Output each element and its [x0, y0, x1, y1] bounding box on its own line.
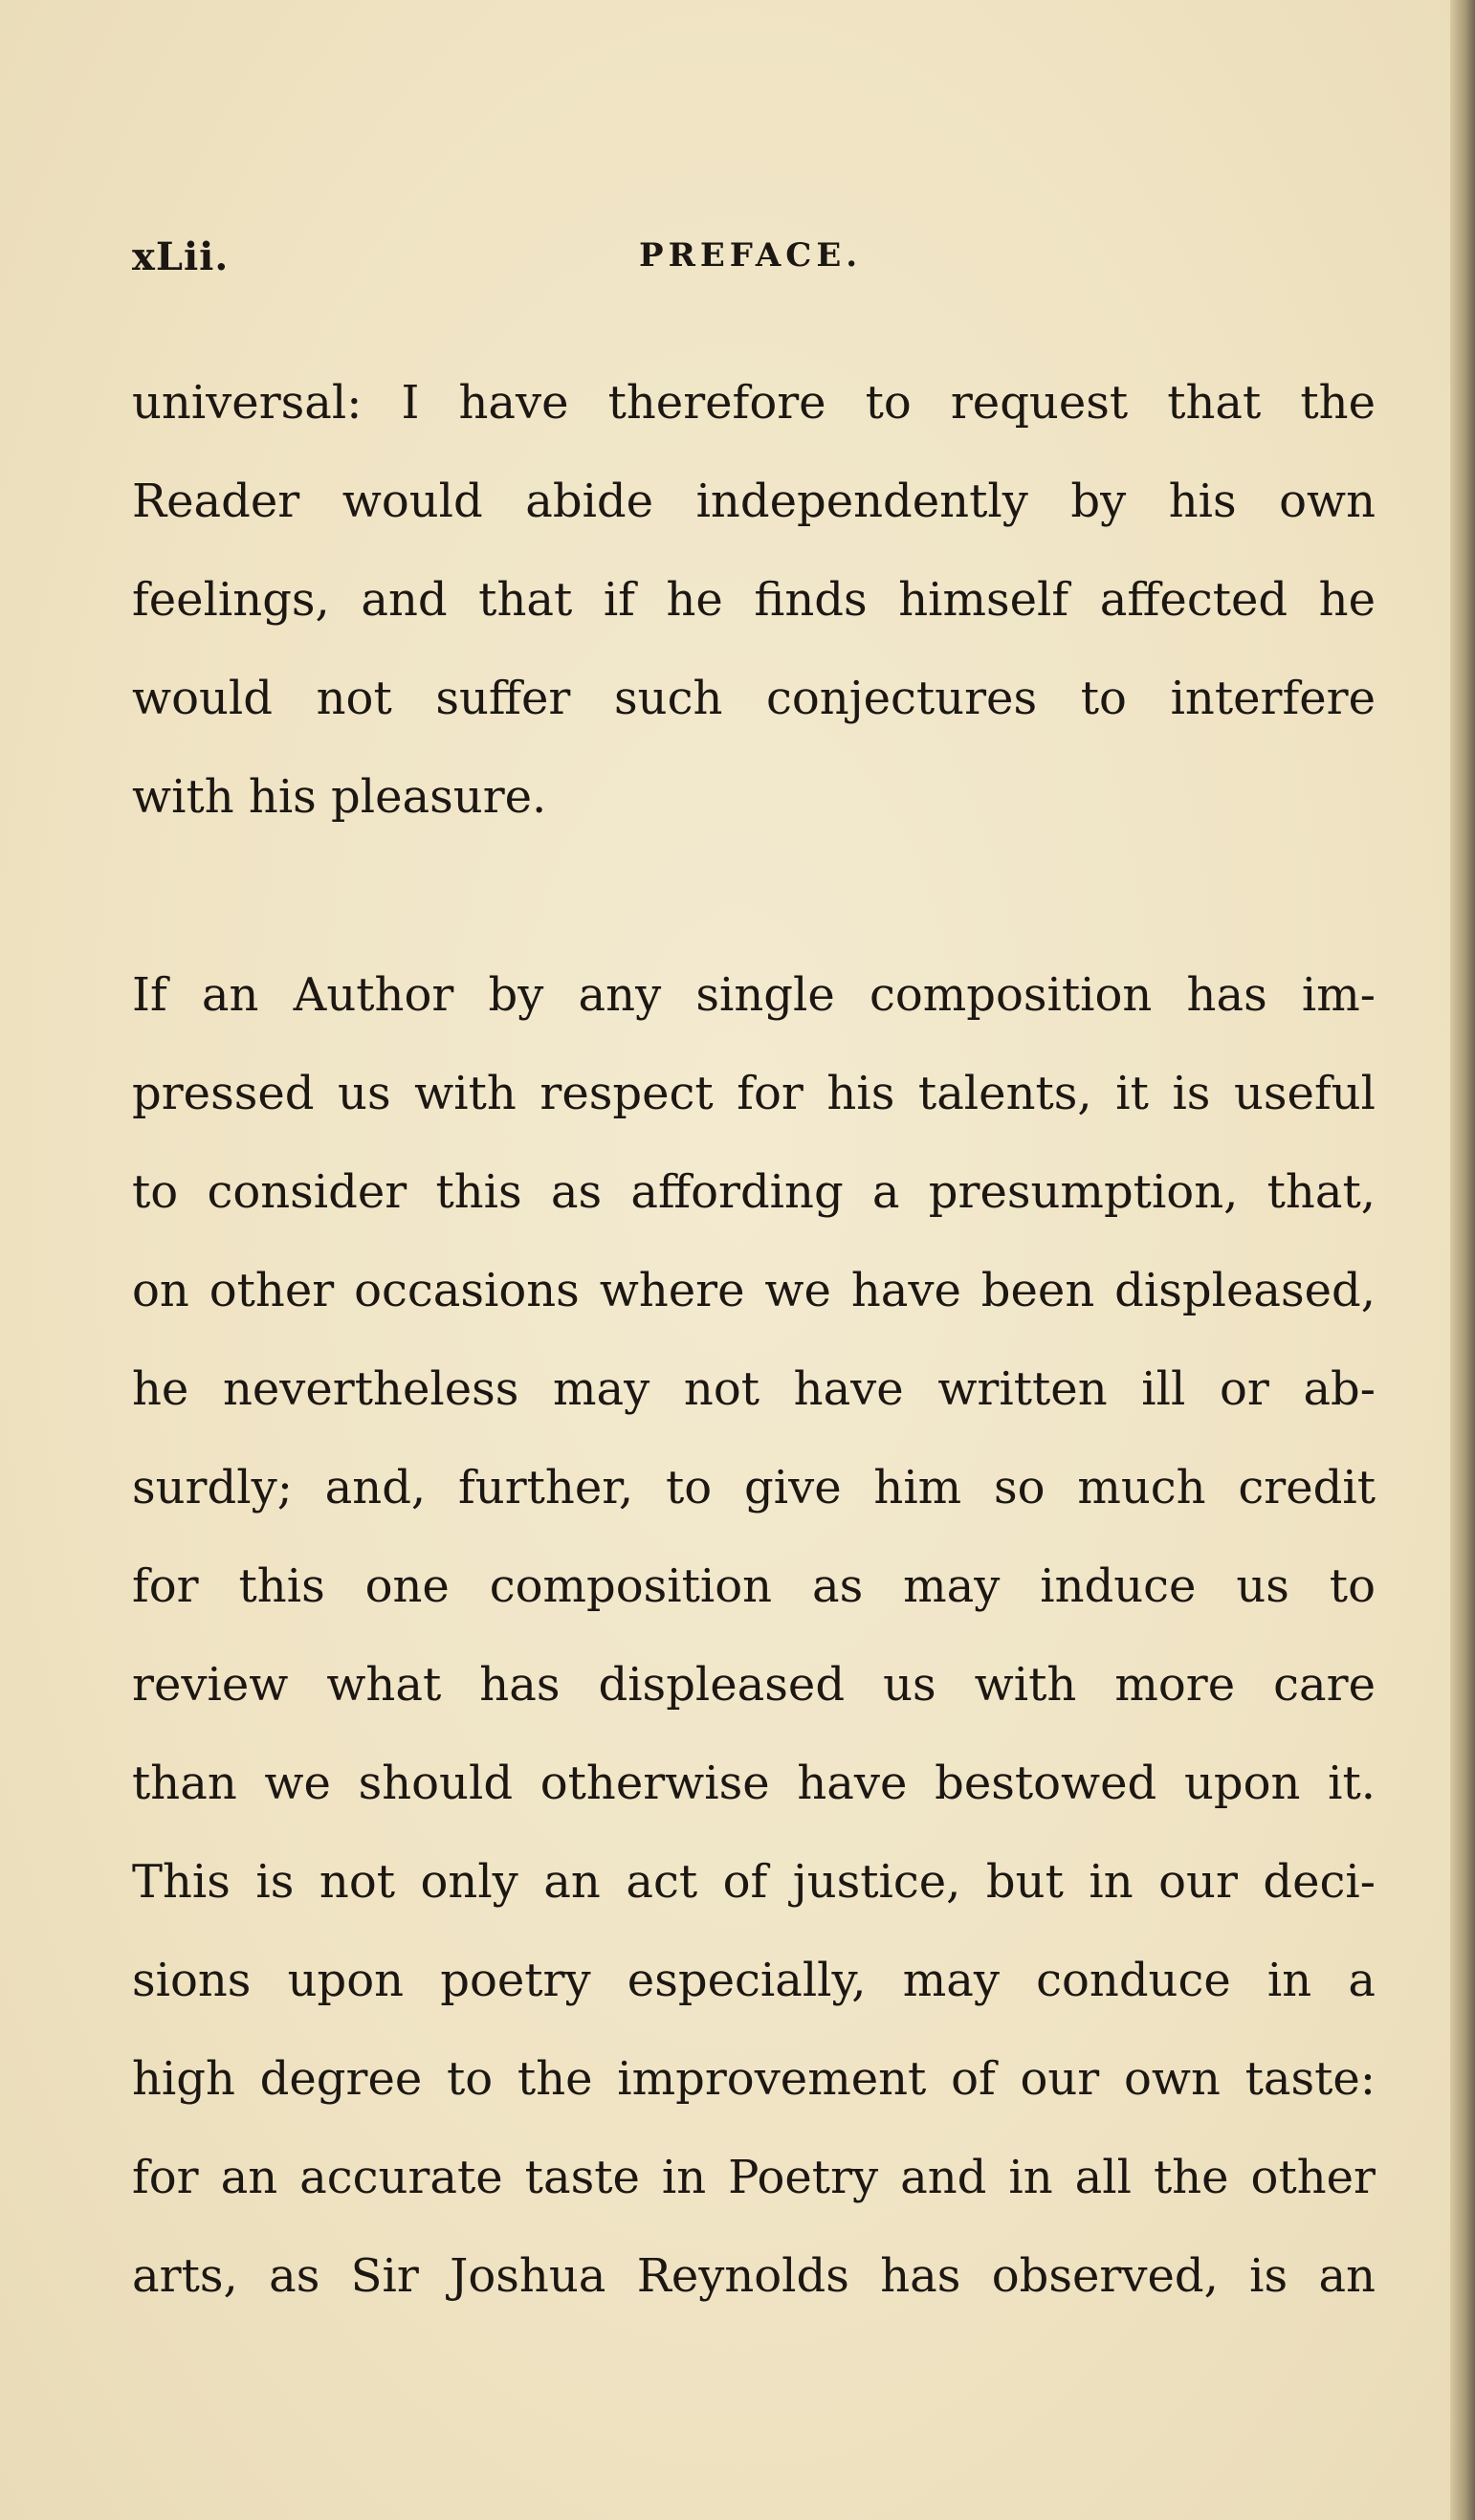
- text-line: with his pleasure.: [132, 770, 547, 824]
- paragraph-gap: [132, 847, 1376, 946]
- text-line: surdly; and, further, to give him so much credit: [132, 1461, 1376, 1514]
- text-line: universal: I have therefore to request that the: [132, 376, 1376, 430]
- text-line: on other occasions where we have been displeased,: [132, 1264, 1376, 1317]
- text-line: for this one composition as may induce us to: [132, 1559, 1376, 1613]
- text-line: If an Author by any single composition has im-: [132, 968, 1376, 1022]
- page-gutter-shadow: [1450, 0, 1475, 2520]
- text-line: to consider this as affording a presumption, that,: [132, 1165, 1376, 1219]
- text-line: high degree to the improvement of our own taste:: [132, 2052, 1376, 2106]
- page-header: [132, 234, 1376, 292]
- text-line: than we should otherwise have bestowed upon it.: [132, 1757, 1376, 1810]
- paragraph-1: [132, 354, 1376, 847]
- text-line: Reader would abide independently by his own: [132, 475, 1376, 528]
- text-line: for an accurate taste in Poetry and in all the other: [132, 2151, 1376, 2204]
- text-line: pressed us with respect for his talents, it is useful: [132, 1067, 1376, 1120]
- text-line: feelings, and that if he finds himself affected he: [132, 573, 1376, 627]
- text-line: This is not only an act of justice, but in our deci-: [132, 1855, 1376, 1909]
- text-line: would not suffer such conjectures to interfere: [132, 672, 1376, 725]
- paragraph-2: [132, 946, 1376, 2326]
- body-text: [132, 354, 1376, 2326]
- text-line: arts, as Sir Joshua Reynolds has observed, is an: [132, 2249, 1376, 2303]
- text-line: he nevertheless may not have written ill or ab-: [132, 1362, 1376, 1416]
- text-line: sions upon poetry especially, may conduce in a: [132, 1954, 1376, 2007]
- page-number: xLii.: [132, 234, 230, 279]
- running-head: PREFACE.: [639, 236, 863, 275]
- text-line: review what has displeased us with more care: [132, 1658, 1376, 1712]
